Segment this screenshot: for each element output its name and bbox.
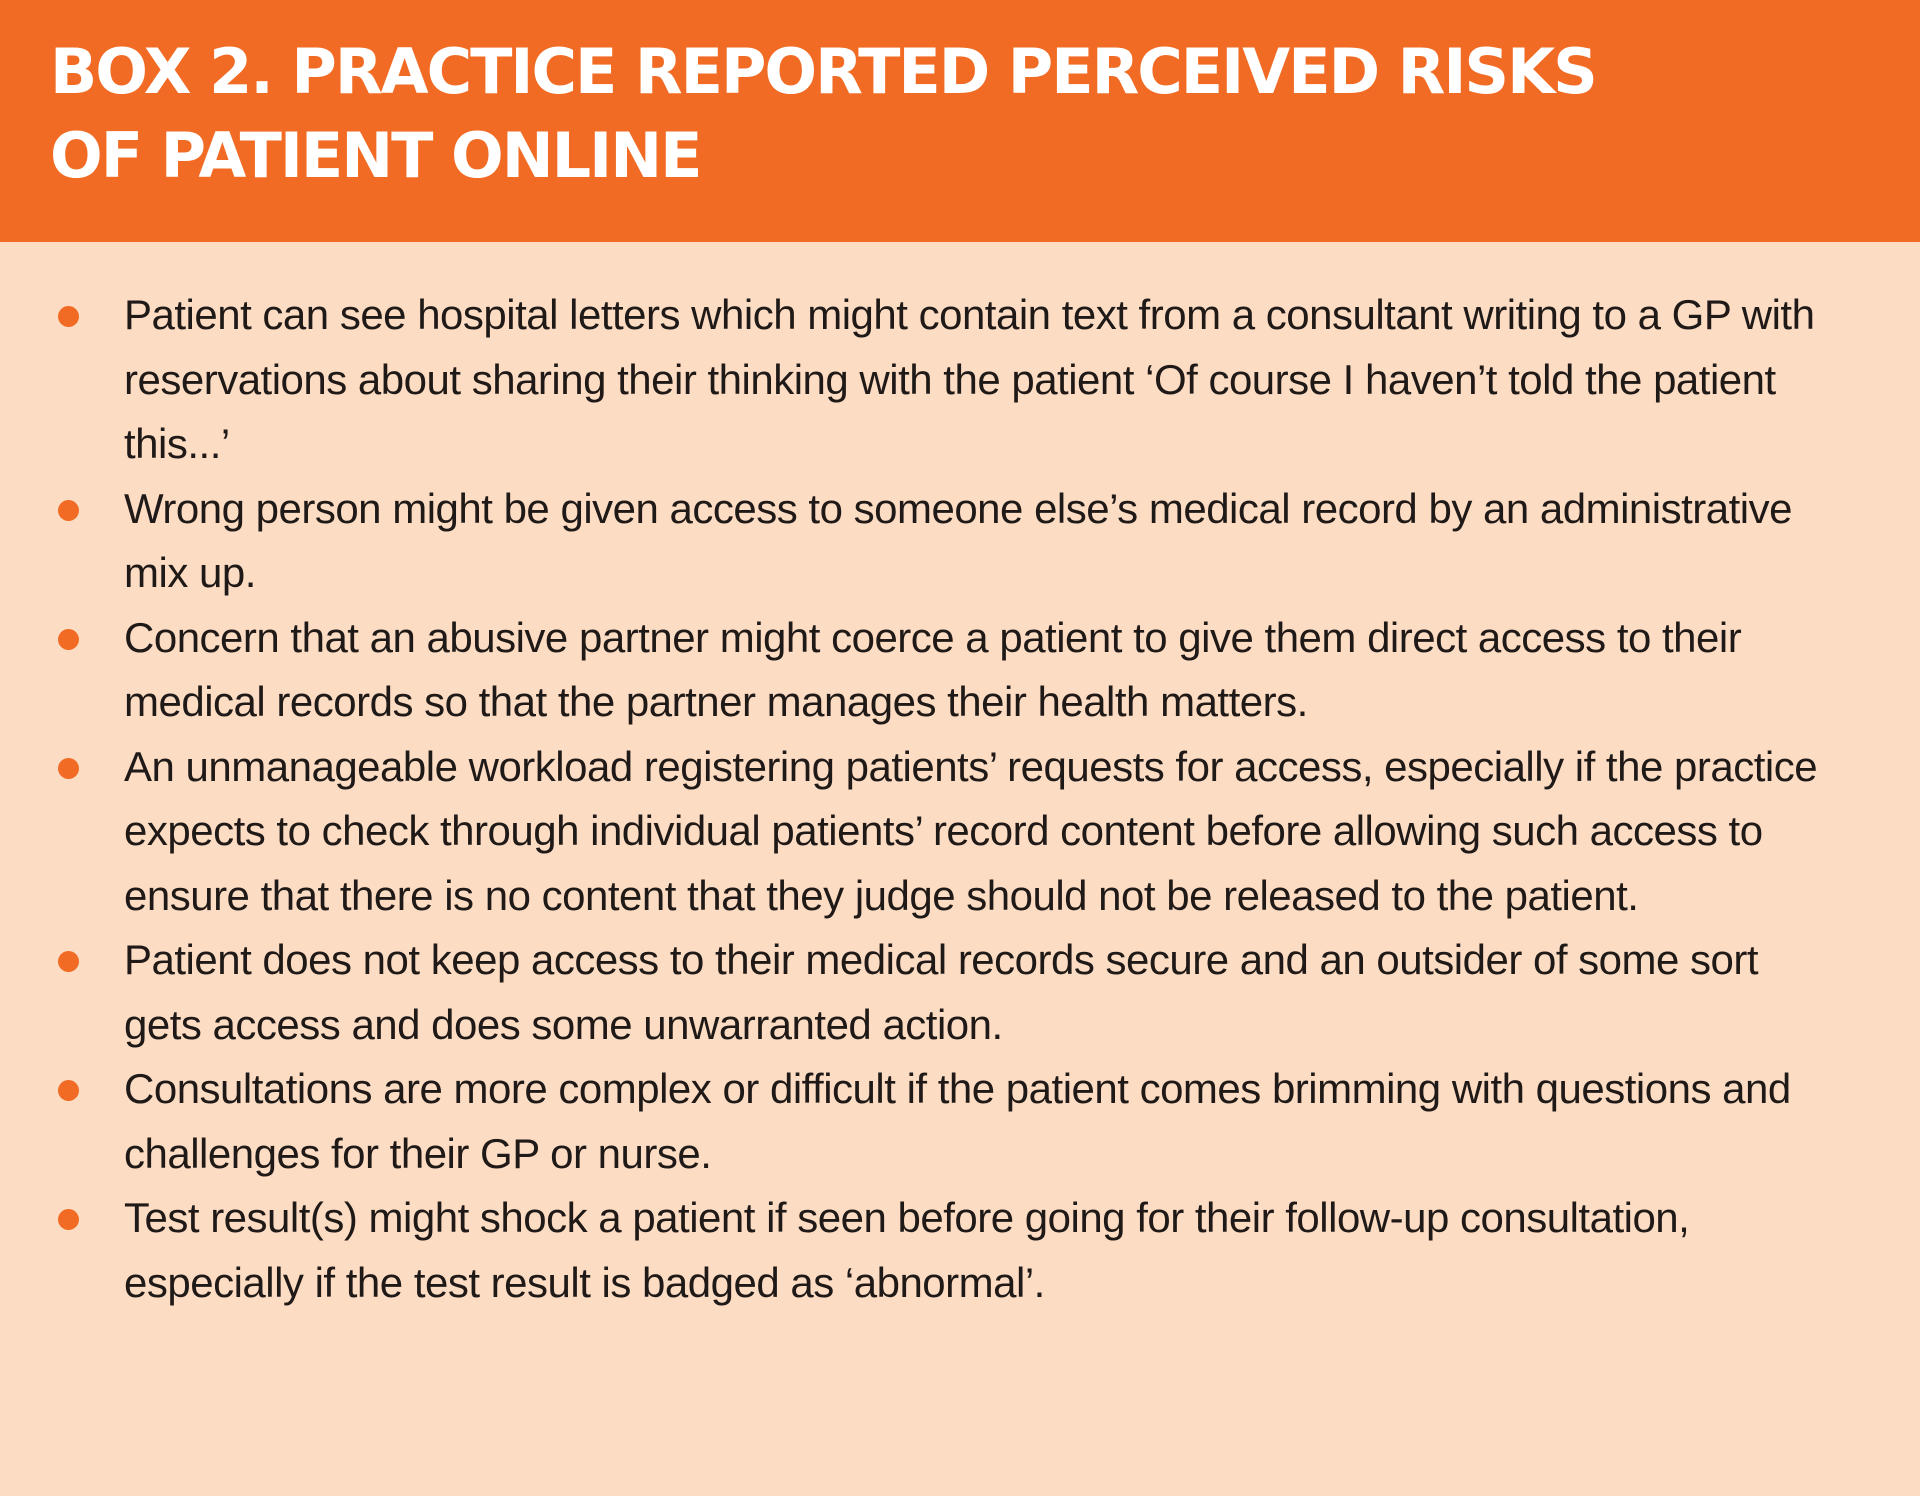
- list-item: [0, 928, 1920, 1057]
- risk-text: Wrong person might be given access to someone else’s medical record by an administrative mix up.: [124, 484, 1792, 596]
- risk-list: [0, 283, 1920, 1315]
- box-title-line-2: OF PATIENT ONLINE: [50, 119, 701, 192]
- list-item: [0, 735, 1920, 929]
- list-item: [0, 1057, 1920, 1186]
- risk-text: An unmanageable workload registering patients’ requests for access, especially if the practice expects to check through individual patients’ record content before allowing such access to ensure that there is no content that they judge should not be released to the patient.: [124, 742, 1818, 919]
- bullet-icon: [58, 951, 79, 972]
- bullet-icon: [58, 306, 79, 327]
- risk-text: Consultations are more complex or difficult if the patient comes brimming with questions and challenges for their GP or nurse.: [124, 1065, 1791, 1177]
- bullet-icon: [58, 629, 79, 650]
- bullet-icon: [58, 1209, 79, 1230]
- list-item: [0, 606, 1920, 735]
- risk-text: Test result(s) might shock a patient if seen before going for their follow-up consultation, especially if the test result is badged as ‘abnormal’.: [124, 1194, 1690, 1306]
- risk-text: Patient can see hospital letters which might contain text from a consultant writing to a GP with reservations about sharing their thinking with the patient ‘Of course I haven’t told the patient this...’: [124, 291, 1815, 467]
- risk-text: Patient does not keep access to their medical records secure and an outsider of some sort gets access and does some unwarranted action.: [124, 936, 1759, 1048]
- box-title: [50, 30, 1750, 198]
- list-item: [0, 1186, 1920, 1315]
- box-title-line-1: BOX 2. PRACTICE REPORTED PERCEIVED RISKS: [50, 35, 1596, 108]
- bullet-icon: [58, 500, 79, 521]
- list-item: [0, 283, 1920, 477]
- box-header: [0, 0, 1920, 242]
- risk-text: Concern that an abusive partner might coerce a patient to give them direct access to their medical records so that the partner manages their health matters.: [124, 613, 1742, 725]
- list-item: [0, 477, 1920, 606]
- bullet-icon: [58, 1080, 79, 1101]
- bullet-icon: [58, 758, 79, 779]
